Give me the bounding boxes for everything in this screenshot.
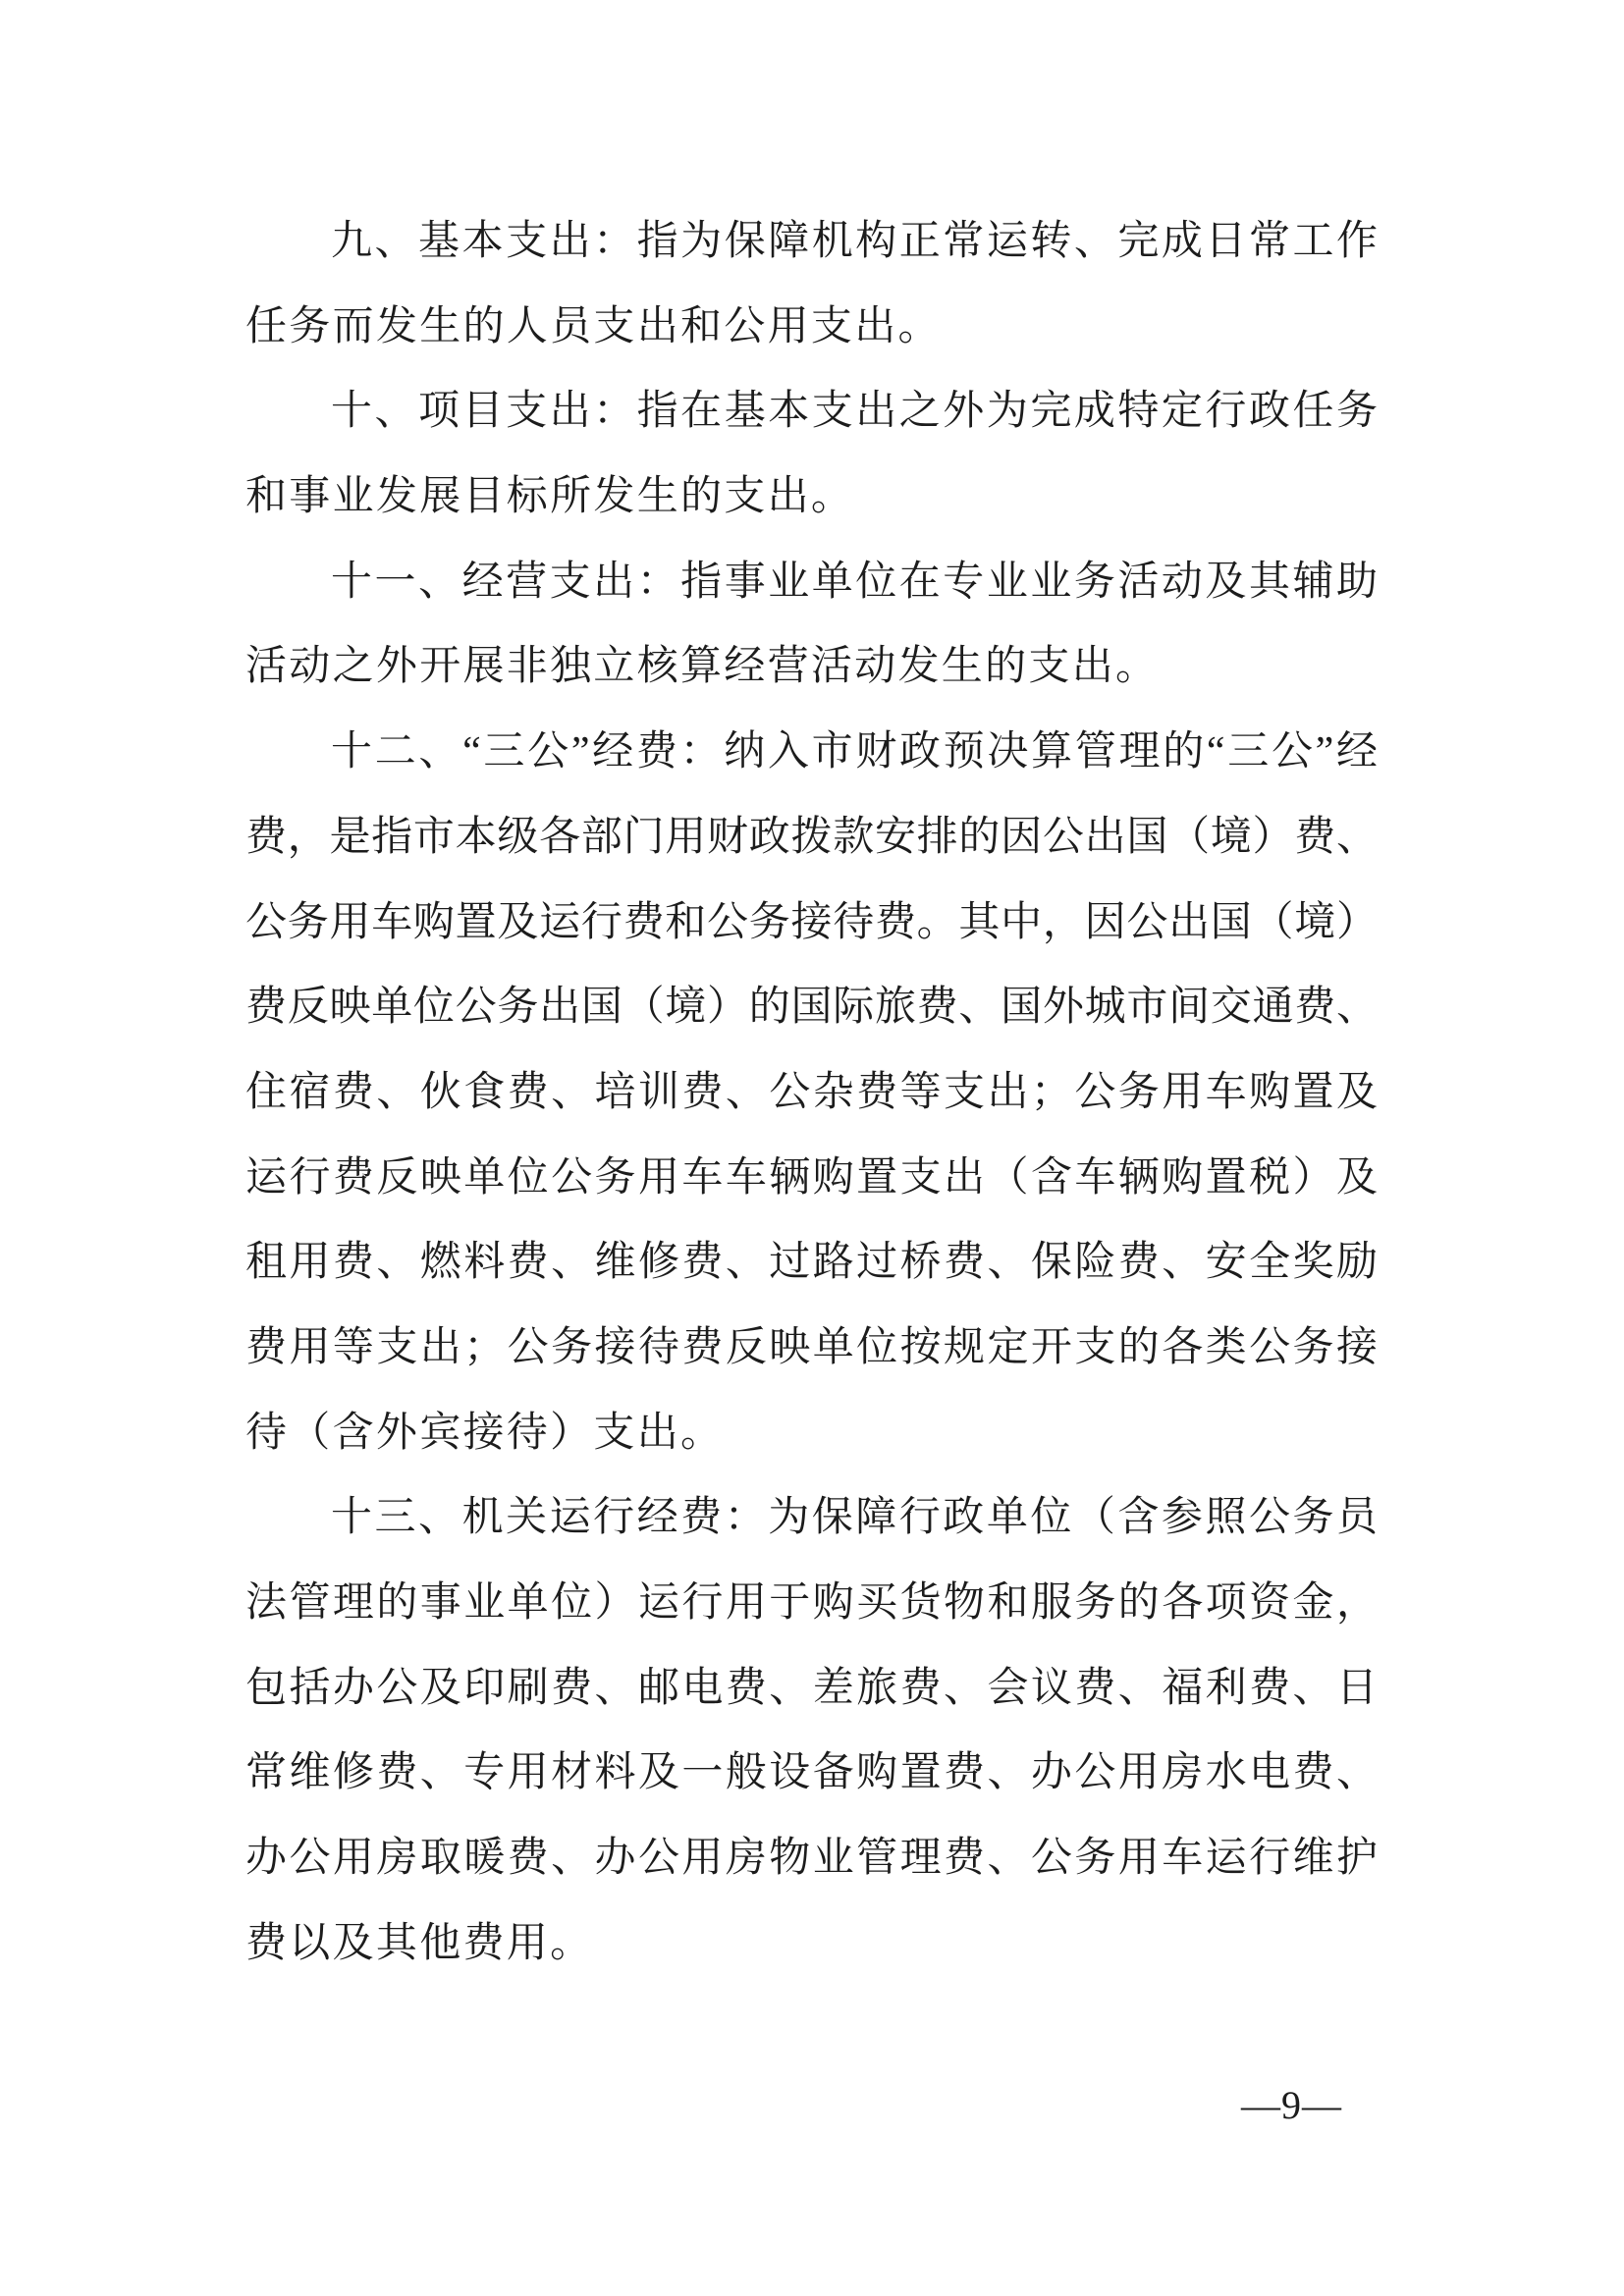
text-line: 费用等支出；公务接待费反映单位按规定开支的各类公务接	[245, 1324, 1378, 1370]
text-line: 费反映单位公务出国（境）的国际旅费、国外城市间交通费、	[245, 985, 1378, 1031]
text-line: 运行费反映单位公务用车车辆购置支出（含车辆购置税）及	[245, 1154, 1378, 1201]
text-line: 费，是指市本级各部门用财政拨款安排的因公出国（境）费、	[245, 814, 1378, 860]
text-line: 和事业发展目标所发生的支出。	[245, 474, 855, 520]
document-body	[245, 199, 1378, 1986]
text-line: 十二、“三公”经费：纳入市财政预决算管理的“三公”经	[331, 729, 1378, 775]
text-line: 费以及其他费用。	[245, 1920, 594, 1966]
text-line: 十三、机关运行经费：为保障行政单位（含参照公务员	[331, 1495, 1378, 1541]
text-line: 九、基本支出：指为保障机构正常运转、完成日常工作	[331, 219, 1378, 264]
text-line: 办公用房取暖费、办公用房物业管理费、公务用车运行维护	[245, 1836, 1378, 1882]
text-line: 住宿费、伙食费、培训费、公杂费等支出；公务用车购置及	[245, 1069, 1378, 1115]
text-line: 租用费、燃料费、维修费、过路过桥费、保险费、安全奖励	[245, 1240, 1378, 1286]
text-line: 包括办公及印刷费、邮电费、差旅费、会议费、福利费、日	[245, 1665, 1378, 1711]
text-line: 常维修费、专用材料及一般设备购置费、办公用房水电费、	[245, 1750, 1378, 1796]
text-line: 十一、经营支出：指事业单位在专业业务活动及其辅助	[331, 559, 1378, 605]
text-line: 公务用车购置及运行费和公务接待费。其中，因公出国（境）	[245, 899, 1378, 945]
text-line: 任务而发生的人员支出和公用支出。	[245, 303, 942, 349]
text-line: 十、项目支出：指在基本支出之外为完成特定行政任务	[331, 389, 1378, 435]
text-line: 法管理的事业单位）运行用于购买货物和服务的各项资金，	[245, 1580, 1378, 1626]
page-number: —9—	[1241, 2083, 1342, 2127]
text-line: 待（含外宾接待）支出。	[245, 1410, 725, 1456]
text-line: 活动之外开展非独立核算经营活动发生的支出。	[245, 644, 1160, 690]
